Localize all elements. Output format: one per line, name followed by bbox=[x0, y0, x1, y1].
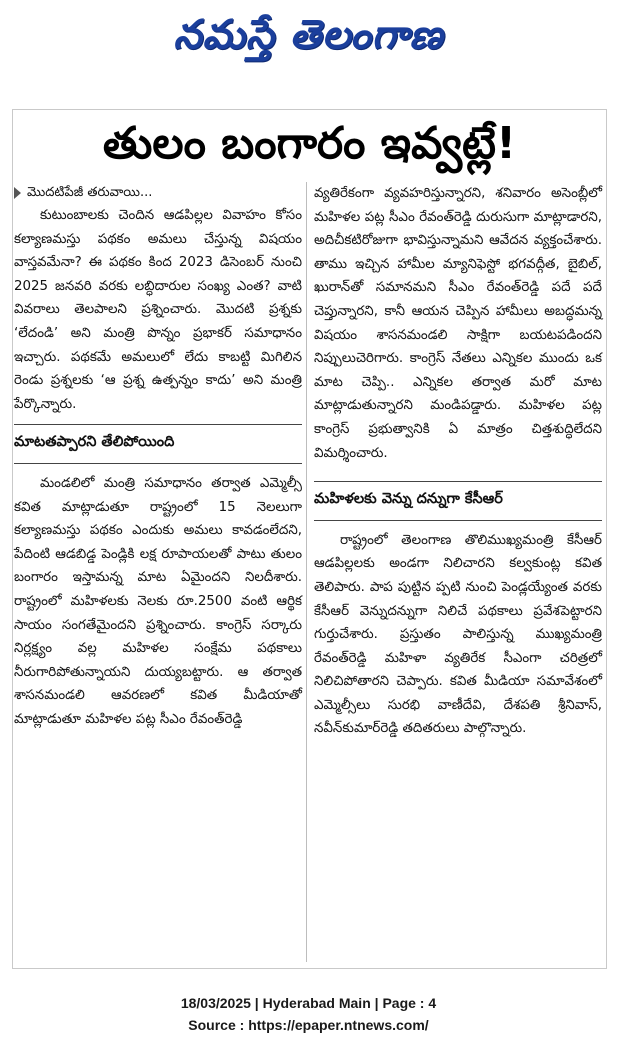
right-subheading: మహిళలకు వెన్ను దన్నుగా కేసీఆర్ bbox=[314, 481, 602, 521]
footer-dateline: 18/03/2025 | Hyderabad Main | Page : 4 bbox=[180, 995, 437, 1011]
continuation-line bbox=[14, 182, 302, 204]
right-paragraph-2: రాష్ట్రంలో తెలంగాణ తొలిముఖ్యమంత్రి కేసీఆర్ ఆడపిల్లలకు అండగా నిలిచారని కల్వకుంట్ల కవిత తెలిపారు. పాప పుట్టిన ప్పటి నుంచి పెండ్లయ్యేంత వరకు కేసీఆర్ వెన్నుదన్నుగా నిలిచే పథకాలు ప్రవేశపెట్టారని గుర్తుచేశారు. ప్రస్తుతం పాలిస్తున్న ముఖ్యమంత్రి రేవంత్‌రెడ్డి మహిళా వ్యతిరేక సీఎంగా చరిత్రలో నిలిచిపోతారని చెప్పారు. కవిత మీడియా సమావేశంలో ఎమ్మెల్సీలు సురభి వాణీదేవి, దేశపతి శ్రీనివాస్, నవీన్‌కుమార్‌రెడ్డి తదితరులు పాల్గొన్నారు. bbox=[314, 532, 602, 737]
left-subheading: మాటతప్పారని తేలిపోయింది bbox=[14, 424, 302, 464]
right-paragraph-1: వ్యతిరేకంగా వ్యవహరిస్తున్నారని, శనివారం అసెంబ్లీలో మహిళల పట్ల సీఎం రేవంత్‌రెడ్డి దురుసుగా మాట్లాడారని, అదిచీకటిరోజుగా భావిస్తున్నామని ఆవేదన వ్యక్తంచేశారు. తాము ఇచ్చిన హామీల మ్యానిఫెస్టో భగవద్గీత, బైబిల్, ఖురాన్‌తో సమానమని సీఎం రేవంత్‌రెడ్డి పదే పదే చెప్తున్నారని, కానీ ఆయన చెప్పిన హామీలు అబద్ధమన్న విషయం శాసనమండలి సాక్షిగా బయటపడిందని నిప్పులుచెరిగారు. కాంగ్రెస్ నేతలు ఎన్నికల ముందు ఒక మాట చెప్పి.. ఎన్నికల తర్వాత మరో మాట మాట్లాడుతున్నారని మండిపడ్డారు. మహిళల పట్ల కాంగ్రెస్ ప్రభుత్వానికి ఏ మాత్రం చిత్తశుద్ధిలేదని విమర్శించారు. bbox=[314, 186, 602, 461]
right-column bbox=[314, 182, 602, 741]
footer-source: Source : https://epaper.ntnews.com/ bbox=[188, 1017, 429, 1033]
article-headline: తులం బంగారం ఇవ్వట్లే! bbox=[102, 118, 517, 169]
column-divider bbox=[306, 182, 307, 962]
left-paragraph-2: మండలిలో మంత్రి సమాధానం తర్వాత ఎమ్మెల్సీ కవిత మాట్లాడుతూ రాష్ట్రంలో 15 నెలలుగా కల్యాణమస్తు పథకం ఎందుకు అమలు కావడంలేదని, పేదింటి ఆడబిడ్డ పెండ్లికి లక్ష రూపాయలతో పాటు తులం బంగారం ఇస్తామన్న మాట ఏమైందని నిలదీశారు. రాష్ట్రంలో మహిళలకు నెలకు రూ.2500 వంటి ఆర్థిక సాయం సంగతేమైందని ప్రశ్నించారు. కాంగ్రెస్ సర్కారు నిర్లక్ష్యం వల్ల మహిళల సంక్షేమ పథకాలు నీరుగారిపోతున్నాయని దుయ్యబట్టారు. ఆ తర్వాత శాసనమండలి ఆవరణలో కవిత మీడియాతో మాట్లాడుతూ మహిళల పట్ల సీఎం రేవంత్‌రెడ్డి bbox=[14, 475, 302, 727]
footer bbox=[0, 992, 617, 1036]
continuation-label: మొదటిపేజీ తరువాయి... bbox=[27, 185, 153, 201]
left-paragraph-1: కుటుంబాలకు చెందిన ఆడపిల్లల వివాహం కోసం కల్యాణమస్తు పథకం అమలు చేస్తున్న విషయం వాస్తవమేనా? ఈ పథకం కింద 2023 డిసెంబర్ నుంచి 2025 జనవరి వరకు లబ్ధిదారుల సంఖ్య ఎంత? వాటి వివరాలు తెలపాలని ప్రశ్నించారు. మొదటి ప్రశ్నకు ‘లేదండి’ అని మంత్రి పొన్నం ప్రభాకర్ సమాధానం ఇచ్చారు. పథకమే అమలులో లేదు కాబట్టి మిగిలిన రెండు ప్రశ్నలకు ‘ఆ ప్రశ్న ఉత్పన్నం కాదు’ అని మంత్రి పేర్కొన్నారు. bbox=[14, 208, 302, 412]
chevron-right-icon bbox=[14, 187, 21, 199]
masthead-title: నమస్తే తెలంగాణ bbox=[173, 12, 444, 58]
masthead bbox=[0, 0, 617, 80]
left-column bbox=[14, 182, 302, 731]
